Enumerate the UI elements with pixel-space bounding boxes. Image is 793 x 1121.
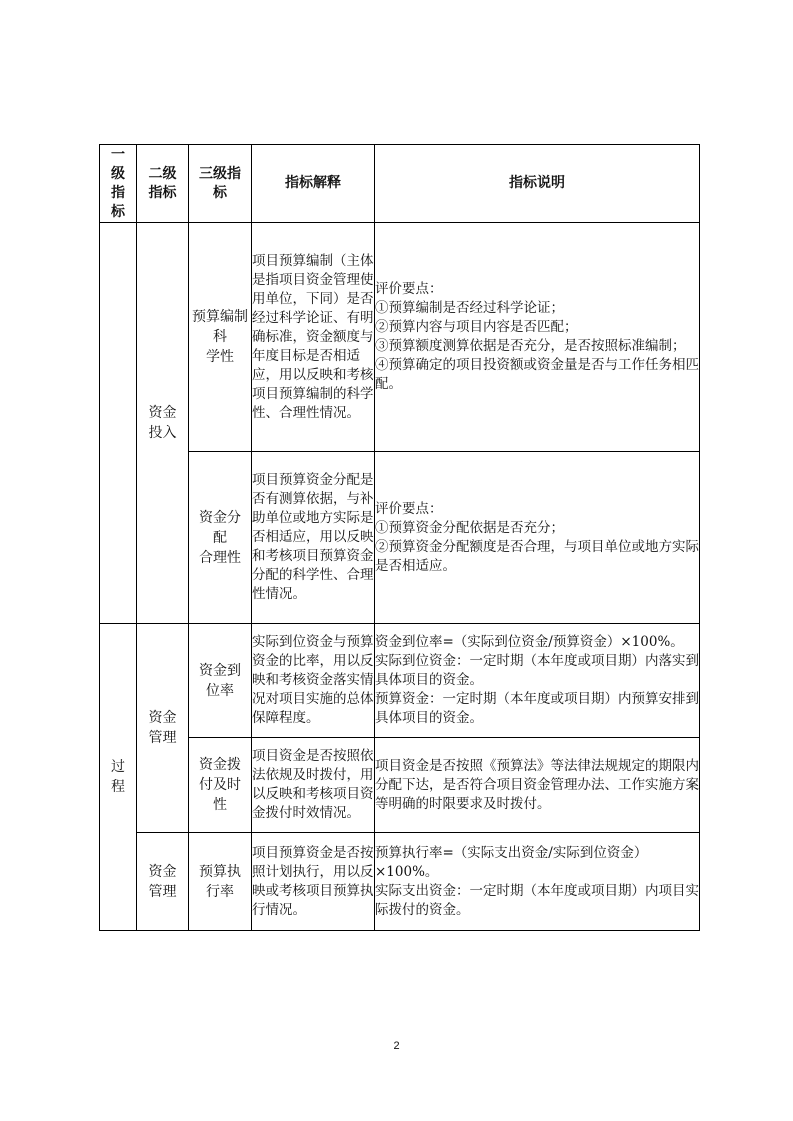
table-row	[100, 624, 700, 738]
header-level3: 三级指 标	[189, 145, 252, 223]
table-row	[100, 223, 700, 452]
cell-description: 资金到位率=（实际到位资金/预算资金）×100%。 实际到位资金：一定时期（本年度或项目期）内落实到具体项目的资金。 预算资金：一定时期（本年度或项目期）内预算安排到具体项目的资金。	[375, 624, 700, 738]
cell-description: 项目资金是否按照《预算法》等法律法规规定的期限内分配下达，是否符合项目资金管理办法、工作实施方案等明确的时限要求及时拨付。	[375, 738, 700, 833]
cell-level3: 资金分 配 合理性	[189, 452, 252, 624]
table-header-row	[100, 145, 700, 223]
indicator-table	[99, 144, 700, 931]
header-description: 指标说明	[375, 145, 700, 223]
cell-explanation: 实际到位资金与预算资金的比率，用以反映和考核资金落实情况对项目实施的总体保障程度。	[252, 624, 375, 738]
cell-level3: 资金拨 付及时 性	[189, 738, 252, 833]
header-level1: 一 级 指 标	[100, 145, 137, 223]
cell-explanation: 项目资金是否按照依法依规及时拨付，用以反映和考核项目资金拨付时效情况。	[252, 738, 375, 833]
cell-explanation: 项目预算编制（主体是指项目资金管理使用单位，下同）是否经过科学论证、有明确标准，资金额度与年度目标是否相适应，用以反映和考核项目预算编制的科学性、合理性情况。	[252, 223, 375, 452]
header-explanation: 指标解释	[252, 145, 375, 223]
cell-level2: 资金 管理	[137, 624, 189, 833]
cell-level2: 资金 投入	[137, 223, 189, 624]
cell-level3: 资金到 位率	[189, 624, 252, 738]
page-number: 2	[393, 1040, 400, 1052]
cell-explanation: 项目预算资金分配是否有测算依据，与补助单位或地方实际是否相适应，用以反映和考核项目预算资金分配的科学性、合理性情况。	[252, 452, 375, 624]
cell-level3: 预算执 行率	[189, 833, 252, 931]
cell-description: 预算执行率=（实际支出资金/实际到位资金）×100%。 实际支出资金：一定时期（本年度或项目期）内项目实际拨付的资金。	[375, 833, 700, 931]
cell-explanation: 项目预算资金是否按照计划执行，用以反映或考核项目预算执行情况。	[252, 833, 375, 931]
table-row	[100, 452, 700, 624]
header-level2: 二级 指标	[137, 145, 189, 223]
cell-level1	[100, 223, 137, 624]
cell-description: 评价要点： ①预算编制是否经过科学论证； ②预算内容与项目内容是否匹配； ③预算额度测算依据是否充分，是否按照标准编制； ④预算确定的项目投资额或资金量是否与工作任务相匹配。	[375, 223, 700, 452]
cell-level2: 资金 管理	[137, 833, 189, 931]
table-row	[100, 738, 700, 833]
cell-level3: 预算编制 科 学性	[189, 223, 252, 452]
table-row	[100, 833, 700, 931]
cell-description: 评价要点： ①预算资金分配依据是否充分； ②预算资金分配额度是否合理，与项目单位或地方实际是否相适应。	[375, 452, 700, 624]
cell-level1: 过 程	[100, 624, 137, 931]
